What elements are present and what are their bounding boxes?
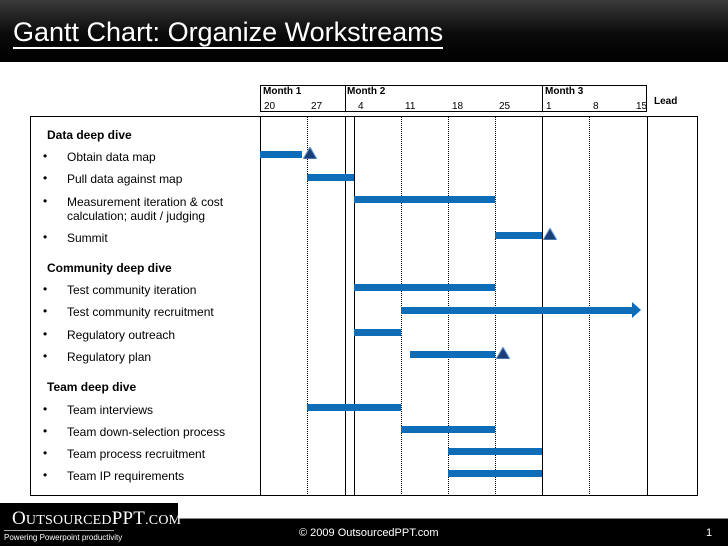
task-label: Test community recruitment <box>67 305 214 319</box>
grid-line <box>542 116 543 496</box>
logo-word: UTSOURCED <box>25 513 112 528</box>
gantt-bar <box>448 448 542 455</box>
logo-com: .COM <box>145 513 182 528</box>
bullet: • <box>43 468 48 482</box>
week-label: 15 <box>636 101 648 112</box>
gantt-bar <box>401 307 632 314</box>
bullet: • <box>43 327 48 341</box>
grid-line <box>307 116 308 496</box>
copyright: © 2009 OutsourcedPPT.com <box>299 527 439 539</box>
task-label: Pull data against map <box>67 172 183 186</box>
grid-line <box>260 116 261 496</box>
grid-line <box>448 116 449 496</box>
month-divider <box>345 85 346 112</box>
month-divider <box>542 85 543 112</box>
gantt-bar <box>495 232 542 239</box>
gantt-bar <box>410 351 495 358</box>
month-label: Month 1 <box>263 86 302 97</box>
week-label: 4 <box>358 101 364 112</box>
milestone-triangle-icon <box>303 147 317 159</box>
task-label: Team down-selection process <box>67 425 226 439</box>
task-label: Obtain data map <box>67 150 156 164</box>
gantt-bar <box>307 174 354 181</box>
grid-line <box>401 116 402 496</box>
bullet: • <box>43 194 48 208</box>
bullet: • <box>43 171 48 185</box>
bullet: • <box>43 304 48 318</box>
task-label: Regulatory plan <box>67 350 152 364</box>
logo-tagline: Powering Powerpoint productivity <box>4 533 123 542</box>
bullet: • <box>43 349 48 363</box>
gantt-bar <box>307 404 401 411</box>
logo-initial: O <box>12 508 26 529</box>
page-title: Gantt Chart: Organize Workstreams <box>13 17 444 47</box>
bullet: • <box>43 402 48 416</box>
arrow-head-icon <box>632 302 641 318</box>
bullet: • <box>43 446 48 460</box>
week-label: 8 <box>593 101 599 112</box>
bullet: • <box>43 282 48 296</box>
week-label: 11 <box>405 101 416 112</box>
group-title-data-deep-dive: Data deep dive <box>47 128 132 142</box>
task-label: Regulatory outreach <box>67 328 176 342</box>
bullet: • <box>43 230 48 244</box>
page-number: 1 <box>706 527 713 539</box>
gantt-bar <box>260 151 302 158</box>
milestone-triangle-icon <box>496 347 510 359</box>
gantt-bar <box>354 284 495 291</box>
gantt-bar <box>354 329 401 336</box>
task-label: Team interviews <box>67 403 154 417</box>
month-label: Month 2 <box>347 86 386 97</box>
task-label: Team IP requirements <box>67 469 185 483</box>
gantt-bar <box>448 470 542 477</box>
grid-line <box>345 116 346 496</box>
gantt-bar <box>401 426 495 433</box>
group-title-community-deep-dive: Community deep dive <box>47 261 172 275</box>
logo <box>12 508 181 530</box>
logo-ppt: PPT <box>111 508 146 529</box>
task-label: Measurement iteration & cost calculation; audit / judging <box>67 195 224 223</box>
week-label: 1 <box>546 101 552 112</box>
bullet: • <box>43 424 48 438</box>
week-label: 18 <box>452 101 464 112</box>
grid-line <box>647 116 648 496</box>
task-label: Team process recruitment <box>67 447 206 461</box>
logo-rule <box>4 530 114 531</box>
milestone-triangle-icon <box>543 228 557 240</box>
bullet: • <box>43 149 48 163</box>
group-title-team-deep-dive: Team deep dive <box>47 380 137 394</box>
task-label: Test community iteration <box>67 283 197 297</box>
grid-line <box>354 116 355 496</box>
week-label: 27 <box>311 101 323 112</box>
task-label: Summit <box>67 231 108 245</box>
grid-line <box>589 116 590 496</box>
week-label: 20 <box>264 101 276 112</box>
gantt-bar <box>354 196 495 203</box>
lead-label: Lead <box>654 96 678 107</box>
grid-line <box>495 116 496 496</box>
week-label: 25 <box>499 101 511 112</box>
month-label: Month 3 <box>545 86 584 97</box>
